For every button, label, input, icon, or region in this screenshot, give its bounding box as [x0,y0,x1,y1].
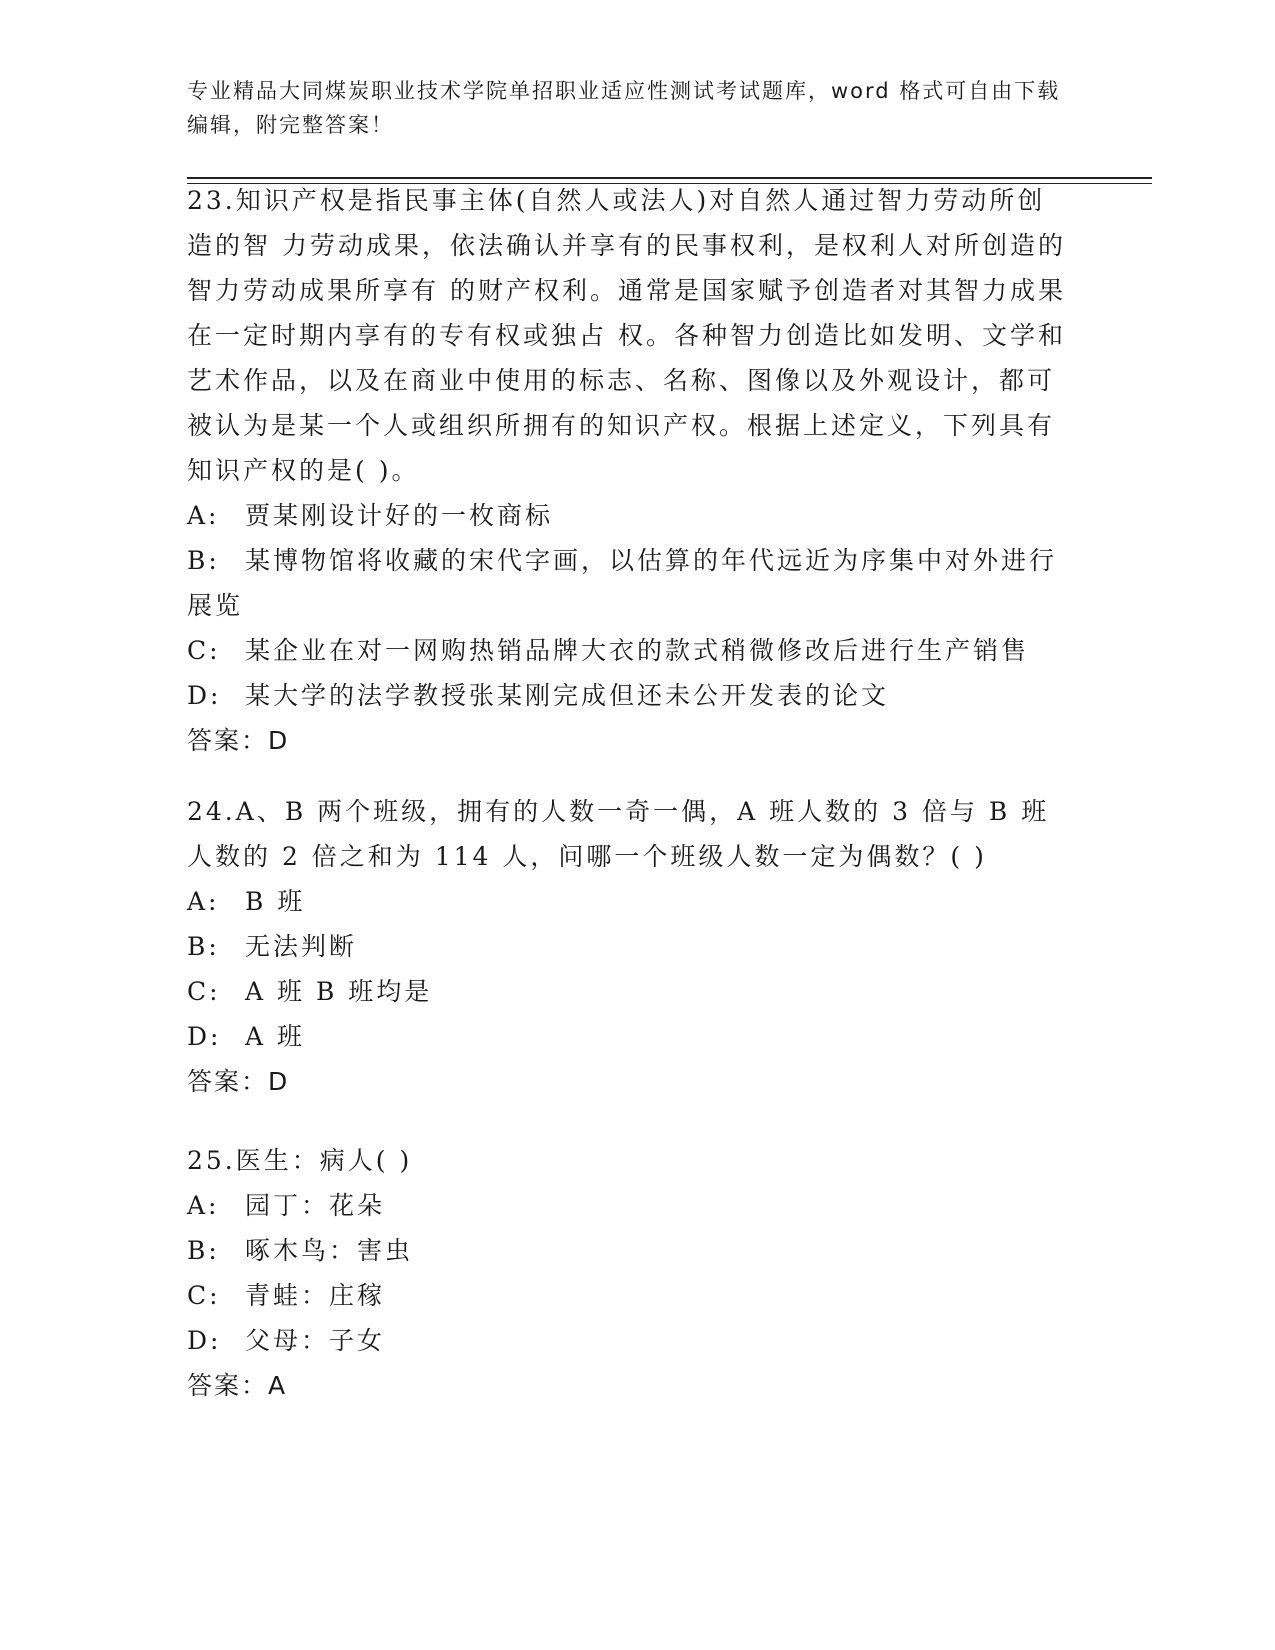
option-key: D: [187,1326,222,1355]
option-d [187,673,1067,718]
option-key: B: [187,546,220,575]
document-header: 专业精品大同煤炭职业技术学院单招职业适应性测试考试题库，word 格式可自由下载编辑，附完整答案！ [187,79,1061,137]
option-text: A 班 [245,1022,306,1051]
option-c [187,628,1067,673]
question-25 [187,1138,1067,1408]
option-key: C: [187,1281,221,1310]
option-text: B 班 [245,887,306,916]
question-stem: 24.A、B 两个班级，拥有的人数一奇一偶，A 班人数的 3 倍与 B 班人数的 2 倍之和为 114 人，问哪一个班级人数一定为偶数？( ) [187,797,1050,871]
question-24 [187,789,1067,1104]
option-a [187,879,1067,924]
option-b [187,924,1067,969]
option-a [187,1183,1067,1228]
option-key: D: [187,681,222,710]
option-text: 父母：子女 [245,1326,386,1355]
option-text: 贾某刚设计好的一枚商标 [245,501,554,530]
option-text: 某企业在对一网购热销品牌大衣的款式稍微修改后进行生产销售 [245,636,1030,665]
option-text: 某大学的法学教授张某刚完成但还未公开发表的论文 [245,681,890,710]
option-text: A 班 B 班均是 [245,977,433,1006]
option-c [187,969,1067,1014]
option-key: B: [187,932,220,961]
option-c [187,1273,1067,1318]
question-stem: 23.知识产权是指民事主体(自然人或法人)对自然人通过智力劳动所创造的智 力劳动成果，依法确认并享有的民事权利，是权利人对所创造的智力劳动成果所享有 的财产权利。通常是国家赋予创造者对其智力成果在一定时期内享有的专有权或独占 权。各种智力创造比如发明、文学和艺术作品，以及在商业中使用的标志、名称、图像以及外观设计，都可被认为是某一个人或组织所拥有的知识产权。根据上述定义，下列具有知识产权的是( )。 [187,186,1066,485]
option-text: 青蛙：庄稼 [245,1281,386,1310]
option-key: B: [187,1236,220,1265]
option-a [187,493,1067,538]
option-text: 某博物馆将收藏的宋代字画，以估算的年代远近为序集中对外进行展览 [187,546,1058,620]
answer-label: 答案：D [187,726,290,755]
option-d [187,1318,1067,1363]
option-b [187,538,1067,628]
option-key: A: [187,501,220,530]
option-key: A: [187,1191,220,1220]
answer-label: 答案：A [187,1371,288,1400]
question-23 [187,178,1067,763]
question-stem: 25.医生：病人( ) [187,1146,413,1175]
answer-label: 答案：D [187,1067,290,1096]
option-b [187,1228,1067,1273]
option-text: 无法判断 [245,932,358,961]
option-text: 园丁：花朵 [245,1191,386,1220]
option-key: C: [187,636,221,665]
option-key: A: [187,887,220,916]
option-key: C: [187,977,221,1006]
option-key: D: [187,1022,222,1051]
option-d [187,1014,1067,1059]
option-text: 啄木鸟：害虫 [245,1236,414,1265]
